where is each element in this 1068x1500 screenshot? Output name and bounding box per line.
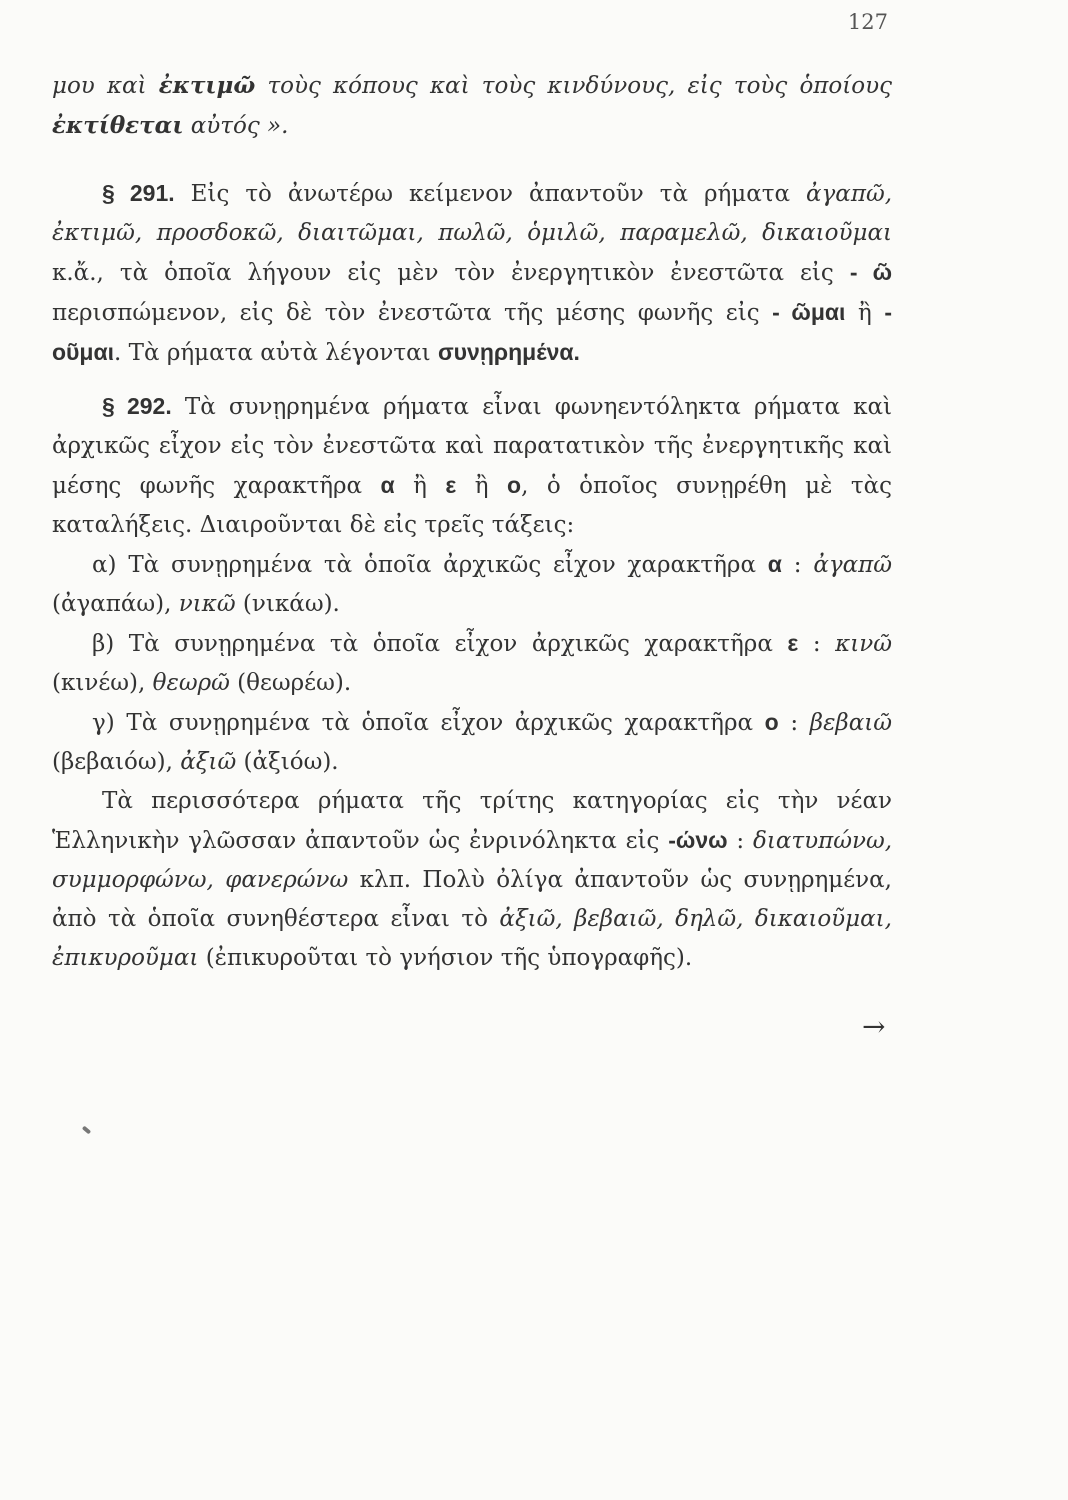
list-item-a [52, 545, 892, 624]
verb-example: ἀξιῶ [180, 749, 237, 775]
item-text: γ) Τὰ συνῃρημένα τὰ ὁποῖα εἶχον ἀρχικῶς χαρακτῆρα [92, 710, 765, 736]
item-text: α) Τὰ συνῃρημένα τὰ ὁποῖα ἀρχικῶς εἶχον χαρακτῆρα [92, 552, 768, 578]
item-text: (θεωρέω). [229, 670, 352, 696]
item-text: : [781, 552, 814, 578]
character-letter: ο [507, 472, 522, 498]
verb-example: κινῶ [835, 631, 893, 657]
closing-text: : [727, 828, 753, 854]
section-text: Τὰ συνῃρημένα ρήματα εἶναι φωνηεντόληκτα ρήματα καὶ ἀρχικῶς εἶχον εἰς τὸν ἐνεστῶτα καὶ παρατατικὸν τῆς ἐνεργητικῆς καὶ μέσης φωνῆς χαρακτῆρα [52, 394, 892, 499]
verb-example: νικῶ [178, 591, 236, 617]
section-text: , ὁ ὁποῖος συνῃρέθη μὲ τὰς καταλήξεις. Διαιροῦνται δὲ εἰς τρεῖς τάξεις: [52, 473, 892, 538]
item-text: (ἀξιόω). [236, 749, 339, 775]
section-number: § 291. [102, 180, 175, 206]
item-text: : [778, 710, 810, 736]
continue-arrow-icon: → [862, 1010, 886, 1043]
character-letter: α [380, 472, 395, 498]
intro-text: αὐτός ». [183, 113, 289, 139]
intro-bold-term: ἐκτιμῶ [158, 72, 256, 99]
key-term: συνῃρημένα. [437, 339, 580, 365]
intro-paragraph [52, 66, 892, 146]
verb-example: ἀγαπῶ [813, 552, 892, 578]
list-item-b [52, 624, 892, 703]
closing-paragraph [52, 782, 892, 978]
section-text: ἢ [456, 473, 508, 499]
character-letter: ε [445, 472, 457, 498]
ending-term: - ῶ [849, 259, 893, 285]
ending-term: -ώνω [668, 827, 728, 853]
section-292 [52, 387, 892, 978]
character-letter: ε [787, 630, 799, 656]
page-number: 127 [847, 10, 888, 34]
verb-example: βεβαιῶ [809, 710, 893, 736]
section-text: ἢ [845, 300, 885, 326]
ending-term: - ῶμαι [772, 299, 846, 325]
character-letter: α [767, 551, 782, 577]
intro-text: τοὺς κόπους καὶ τοὺς κινδύνους, εἰς τοὺς ὁποίους [255, 73, 892, 99]
ink-mark [82, 1126, 91, 1135]
verb-examples: ἀγαπῶ, ἐκτιμῶ, προσδοκῶ, διαιτῶμαι, πωλῶ, ὁμιλῶ, παραμελῶ, δικαιοῦμαι [52, 181, 893, 246]
section-text: ἢ [394, 473, 446, 499]
character-letter: ο [764, 709, 779, 735]
ending-term: - οῦμαι [52, 299, 892, 365]
verb-example: θεωρῶ [152, 670, 230, 696]
intro-bold-term: ἐκτίθεται [52, 112, 184, 139]
intro-text: μου καὶ [52, 73, 159, 99]
section-number: § 292. [102, 393, 172, 419]
section-text: κ.ἄ., τὰ ὁποῖα λήγουν εἰς μὲν τὸν ἐνεργητικὸν ἐνεστῶτα εἰς [52, 260, 850, 286]
item-text: (βεβαιόω), [52, 749, 181, 775]
closing-text: κλπ. Πολὺ ὀλίγα ἀπαντοῦν ὡς συνῃρημένα, ἀπὸ τὰ ὁποῖα συνηθέστερα εἶναι τὸ [52, 867, 892, 932]
item-text: (κινέω), [52, 670, 153, 696]
list-item-c [52, 703, 892, 782]
item-text: : [798, 631, 836, 657]
item-text: β) Τὰ συνῃρημένα τὰ ὁποῖα εἶχον ἀρχικῶς χαρακτῆρα [92, 631, 788, 657]
verb-examples: διατυπώνω, συμμορφώνω, φανερώνω [52, 828, 893, 893]
closing-text: (ἐπικυροῦται τὸ γνήσιον τῆς ὑπογραφῆς). [198, 945, 693, 971]
item-text: (ἀγαπάω), [52, 591, 179, 617]
section-291 [52, 174, 892, 373]
section-text: Εἰς τὸ ἀνωτέρω κείμενον ἀπαντοῦν τὰ ρήματα [174, 181, 807, 207]
item-text: (νικάω). [235, 591, 340, 617]
section-text: . Τὰ ρήματα αὐτὰ λέγονται [114, 340, 438, 366]
verb-examples: ἀξιῶ, βεβαιῶ, δηλῶ, δικαιοῦμαι, ἐπικυροῦμαι [52, 906, 892, 971]
section-text: περισπώμενον, εἰς δὲ τὸν ἐνεστῶτα τῆς μέσης φωνῆς εἰς [52, 300, 773, 326]
closing-text: Τὰ περισσότερα ρήματα τῆς τρίτης κατηγορίας εἰς τὴν νέαν Ἑλληνικὴν γλῶσσαν ἀπαντοῦν ὡς ἐνρινόληκτα εἰς [52, 788, 892, 854]
